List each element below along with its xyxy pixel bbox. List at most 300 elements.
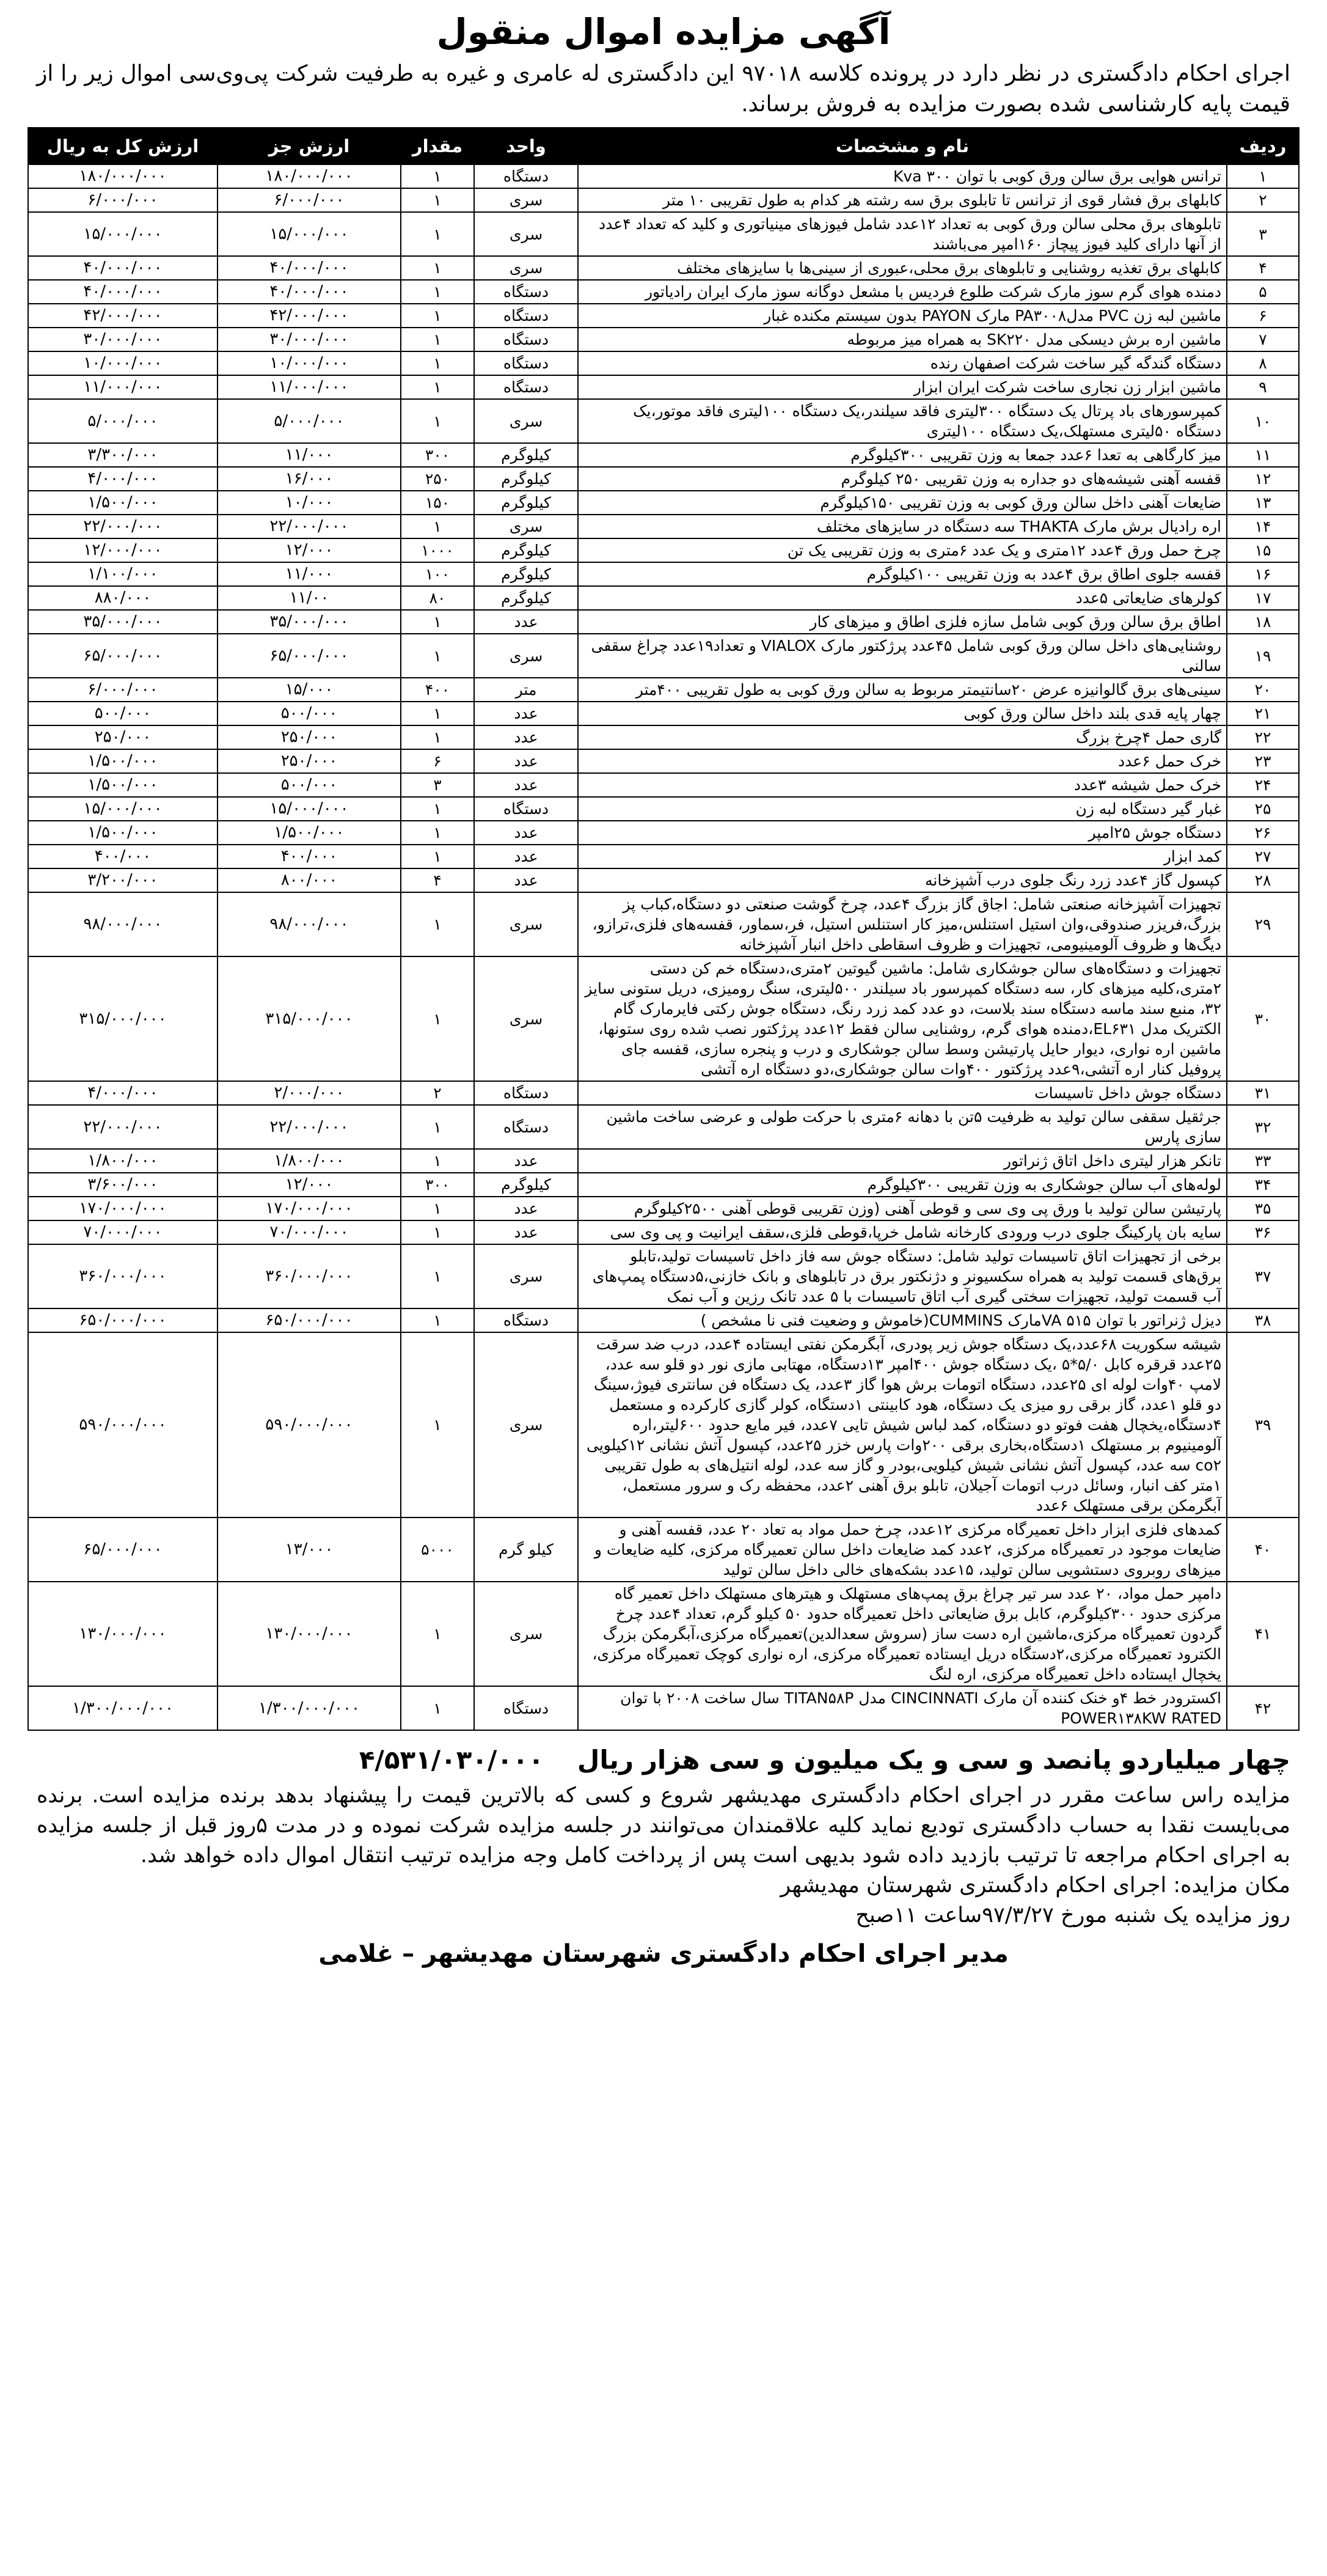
cell-price: ۱۷۰/۰۰۰/۰۰۰ <box>218 1197 401 1220</box>
cell-price: ۲۲/۰۰۰/۰۰۰ <box>218 1105 401 1149</box>
cell-unit: سری <box>474 956 578 1081</box>
header-idx: ردیف <box>1227 128 1299 164</box>
cell-price: ۵۰۰/۰۰۰ <box>218 702 401 725</box>
cell-price: ۲۲/۰۰۰/۰۰۰ <box>218 515 401 538</box>
cell-unit: دستگاه <box>474 797 578 821</box>
cell-price: ۳۶۰/۰۰۰/۰۰۰ <box>218 1244 401 1308</box>
cell-qty: ۱ <box>401 1582 474 1686</box>
cell-idx: ۱۲ <box>1227 467 1299 491</box>
auction-terms: مزایده راس ساعت مقرر در اجرای احکام دادگستری مهدیشهر شروع و کسی که بالاترین قیمت را پیشنهاد بدهد برنده مزایده است. برنده می‌بایست نقدا به حساب دادگستری تودیع نماید کلیه علاقمندان می‌توانند در جلسه مزایده شرکت نموده و در مدت ۵روز قبل از جلسه مزایده به اجرای احکام مراجعه تا ترتیب بازدید داده شود بدیهی است پس از پرداخت کامل وجه مزایده ترتیب انتقال اموال داده خواهد شد. <box>37 1783 1290 1868</box>
cell-desc: کپسول گاز ۴عدد زرد رنگ جلوی درب آشپزخانه <box>578 868 1227 892</box>
header-total: ارزش کل به ریال <box>28 128 218 164</box>
cell-desc: پارتیشن سالن تولید با ورق پی وی سی و قوطی آهنی (وزن تقریبی قوطی آهنی ۲۵۰۰کیلوگرم <box>578 1197 1227 1220</box>
table-row <box>28 749 1299 773</box>
header-qty: مقدار <box>401 128 474 164</box>
cell-idx: ۲۰ <box>1227 678 1299 702</box>
cell-idx: ۲۱ <box>1227 702 1299 725</box>
cell-desc: دستگاه جوش ۲۵امپر <box>578 821 1227 845</box>
cell-unit: کیلوگرم <box>474 443 578 467</box>
auction-location: مکان مزایده: اجرای احکام دادگستری شهرستان مهدیشهر <box>780 1873 1290 1898</box>
cell-qty: ۱ <box>401 892 474 956</box>
table-row <box>28 892 1299 956</box>
cell-idx: ۴ <box>1227 256 1299 280</box>
cell-unit: دستگاه <box>474 1308 578 1332</box>
cell-total: ۱۰/۰۰۰/۰۰۰ <box>28 351 218 375</box>
cell-total: ۲۵۰/۰۰۰ <box>28 725 218 749</box>
cell-qty: ۱ <box>401 280 474 304</box>
footer-text <box>37 1781 1290 1931</box>
cell-total: ۴۲/۰۰۰/۰۰۰ <box>28 304 218 328</box>
cell-unit: عدد <box>474 868 578 892</box>
cell-idx: ۱۵ <box>1227 538 1299 562</box>
table-row <box>28 610 1299 634</box>
cell-idx: ۲۷ <box>1227 845 1299 868</box>
cell-total: ۴۰/۰۰۰/۰۰۰ <box>28 280 218 304</box>
cell-total: ۱/۱۰۰/۰۰۰ <box>28 562 218 586</box>
cell-desc: اکسترودر خط ۴و خنک کننده آن مارک CINCINNATI مدل TITAN۵۸P سال ساخت ۲۰۰۸ با توان POWER۱۳۸KW RATED <box>578 1686 1227 1730</box>
table-row <box>28 562 1299 586</box>
cell-idx: ۳۵ <box>1227 1197 1299 1220</box>
cell-price: ۱۵/۰۰۰/۰۰۰ <box>218 212 401 256</box>
cell-qty: ۱۰۰ <box>401 562 474 586</box>
cell-desc: غبار گیر دستگاه لبه زن <box>578 797 1227 821</box>
cell-desc: کابلهای برق فشار قوی از ترانس تا تابلوی برق سه رشته هر کدام به طول تقریبی ۱۰ متر <box>578 188 1227 212</box>
table-body <box>28 164 1299 1730</box>
cell-total: ۱/۸۰۰/۰۰۰ <box>28 1149 218 1173</box>
cell-total: ۱۲/۰۰۰/۰۰۰ <box>28 538 218 562</box>
cell-total: ۳/۳۰۰/۰۰۰ <box>28 443 218 467</box>
cell-qty: ۱ <box>401 1105 474 1149</box>
cell-idx: ۱۰ <box>1227 399 1299 443</box>
cell-idx: ۲۹ <box>1227 892 1299 956</box>
table-row <box>28 845 1299 868</box>
cell-qty: ۱ <box>401 1686 474 1730</box>
cell-unit: عدد <box>474 725 578 749</box>
cell-price: ۱۱/۰۰۰/۰۰۰ <box>218 375 401 399</box>
table-row <box>28 1220 1299 1244</box>
cell-idx: ۴۲ <box>1227 1686 1299 1730</box>
cell-qty: ۱ <box>401 328 474 351</box>
intro-paragraph: اجرای احکام دادگستری در نظر دارد در پرونده کلاسه ۹۷۰۱۸ این دادگستری له عامری و غیره به طرفیت شرکت پی‌وی‌سی اموال زیر را از قیمت پایه کارشناسی شده بصورت مزایده به فروش برساند. <box>37 61 1290 117</box>
cell-price: ۶/۰۰۰/۰۰۰ <box>218 188 401 212</box>
cell-unit: عدد <box>474 773 578 797</box>
auction-date: روز مزایده یک شنبه مورخ ۹۷/۳/۲۷ساعت ۱۱صبح <box>855 1903 1290 1928</box>
cell-unit: کیلو گرم <box>474 1517 578 1582</box>
cell-idx: ۳۰ <box>1227 956 1299 1081</box>
cell-desc: کمد ابزار <box>578 845 1227 868</box>
cell-desc: کمپرسورهای باد پرتال یک دستگاه ۳۰۰لیتری فاقد سیلندر،یک دستگاه ۱۰۰لیتری فاقد موتور،یک دستگاه ۵۰لیتری مستهلک،یک دستگاه ۱۰۰لیتری <box>578 399 1227 443</box>
cell-total: ۶/۰۰۰/۰۰۰ <box>28 188 218 212</box>
cell-total: ۳۶۰/۰۰۰/۰۰۰ <box>28 1244 218 1308</box>
cell-unit: کیلوگرم <box>474 586 578 610</box>
cell-desc: خرک حمل شیشه ۳عدد <box>578 773 1227 797</box>
table-row <box>28 491 1299 515</box>
table-row <box>28 467 1299 491</box>
cell-price: ۱۵/۰۰۰ <box>218 678 401 702</box>
cell-unit: سری <box>474 892 578 956</box>
cell-qty: ۴۰۰ <box>401 678 474 702</box>
cell-qty: ۱ <box>401 188 474 212</box>
cell-unit: سری <box>474 1332 578 1517</box>
cell-desc: ماشین لبه زن PVC مدلPA۳۰۰۸ مارک PAYON بدون سیستم مکنده غبار <box>578 304 1227 328</box>
cell-total: ۷۰/۰۰۰/۰۰۰ <box>28 1220 218 1244</box>
cell-unit: کیلوگرم <box>474 491 578 515</box>
table-row <box>28 1105 1299 1149</box>
header-desc: نام و مشخصات <box>578 128 1227 164</box>
cell-desc: دستگاه گندگه گیر ساخت شرکت اصفهان رنده <box>578 351 1227 375</box>
cell-idx: ۱۳ <box>1227 491 1299 515</box>
cell-desc: تابلوهای برق محلی سالن ورق کوبی به تعداد ۱۲عدد شامل فیوزهای مینیاتوری و کلید که تعداد ۴عدد از آنها دارای کلید فیوز پیچاز ۱۶۰امپر می‌باشند <box>578 212 1227 256</box>
cell-qty: ۱ <box>401 1149 474 1173</box>
cell-total: ۵۰۰/۰۰۰ <box>28 702 218 725</box>
table-row <box>28 1332 1299 1517</box>
cell-price: ۱۰/۰۰۰ <box>218 491 401 515</box>
cell-qty: ۶ <box>401 749 474 773</box>
cell-price: ۶۵۰/۰۰۰/۰۰۰ <box>218 1308 401 1332</box>
cell-desc: کولرهای ضایعاتی ۵عدد <box>578 586 1227 610</box>
table-row <box>28 188 1299 212</box>
cell-total: ۲۲/۰۰۰/۰۰۰ <box>28 515 218 538</box>
cell-qty: ۱ <box>401 1220 474 1244</box>
cell-total: ۱/۵۰۰/۰۰۰ <box>28 821 218 845</box>
cell-unit: عدد <box>474 1149 578 1173</box>
cell-qty: ۱۰۰۰ <box>401 538 474 562</box>
cell-total: ۱/۵۰۰/۰۰۰ <box>28 749 218 773</box>
table-row <box>28 1081 1299 1105</box>
cell-unit: کیلوگرم <box>474 467 578 491</box>
cell-desc: دستگاه جوش داخل تاسیسات <box>578 1081 1227 1105</box>
cell-qty: ۱ <box>401 164 474 188</box>
cell-unit: عدد <box>474 749 578 773</box>
cell-qty: ۱ <box>401 821 474 845</box>
cell-desc: کابلهای برق تغذیه روشنایی و تابلوهای برق محلی،عبوری از سینی‌ها با سایزهای مختلف <box>578 256 1227 280</box>
cell-desc: میز کارگاهی به تعدا ۶عدد جمعا به وزن تقریبی ۳۰۰کیلوگرم <box>578 443 1227 467</box>
cell-qty: ۱ <box>401 610 474 634</box>
cell-qty: ۳۰۰ <box>401 1173 474 1197</box>
cell-unit: عدد <box>474 610 578 634</box>
cell-desc: دمنده هوای گرم سوز مارک شرکت طلوع فردیس با مشعل دوگانه سوز مارک ایران رادیاتور <box>578 280 1227 304</box>
table-row <box>28 1308 1299 1332</box>
cell-idx: ۱۹ <box>1227 634 1299 678</box>
cell-qty: ۱ <box>401 1244 474 1308</box>
table-row <box>28 375 1299 399</box>
cell-price: ۴۰/۰۰۰/۰۰۰ <box>218 280 401 304</box>
cell-price: ۵۹۰/۰۰۰/۰۰۰ <box>218 1332 401 1517</box>
cell-unit: کیلوگرم <box>474 1173 578 1197</box>
table-row <box>28 634 1299 678</box>
header-price: ارزش جز <box>218 128 401 164</box>
cell-qty: ۱ <box>401 212 474 256</box>
cell-unit: سری <box>474 256 578 280</box>
total-sum-amount: ۴/۵۳۱/۰۳۰/۰۰۰ <box>359 1745 544 1775</box>
cell-price: ۱۳/۰۰۰ <box>218 1517 401 1582</box>
cell-desc: تجهیزات آشپزخانه صنعتی شامل: اجاق گاز بزرگ ۴عدد، چرخ گوشت صنعتی دو دستگاه،کباب پز بزرگ،فریزر صندوقی،وان استیل استنلس،میز کار استنلس استیل، فر،سماور، قفسه‌های فلزی،ترازو، دیگ‌ها و ظروف آلومینیومی، تجهیزات و ظروف اسقاطی داخل انبار آشپزخانه <box>578 892 1227 956</box>
cell-desc: تجهیزات و دستگاه‌های سالن جوشکاری شامل: ماشین گیوتین ۲متری،دستگاه خم کن دستی ۲متری،کلیه میزهای کار، سه دستگاه کمپرسور باد سیلندر ۵۰۰لیتری، سنگ رومیزی، دریل ستونی سایز ۳۲، منبع سند ماسه دستگاه سند بلاست، دو عدد کمد زرد رنگ، دستگاه جوش رکتی فایرمارک گام الکتریک مدل EL۶۳۱،دمنده هوای گرم، روشنایی سالن فقط ۱۲عدد پرژکتور نصب شده روی ستونها، ماشین اره نواری، دیوار حایل پارتیشن وسط سالن جوشکاری و درب و پنجره سازی، قفسه جای پروفیل کنار اره آتشی،۹عدد پرژکتور ۴۰۰وات سالن جوشکاری،دو دستگاه اره آتشی <box>578 956 1227 1081</box>
cell-unit: دستگاه <box>474 1686 578 1730</box>
cell-desc: شیشه سکوریت ۶۸عدد،یک دستگاه جوش زیر پودری، آبگرمکن نفتی ایستاده ۴عدد، درب ضد سرقت ۲۵عدد قرقره کابل ۵/۰*۵ ،یک دستگاه جوش ۴۰۰امپر ۱۳دستگاه، مهتابی مازی نور دو قلو سه عدد، لامپ ۴۰وات لوله ای ۲۵عدد، دستگاه اتومات برش هوا گاز ۳عدد، یک دستگاه فن سانتری فیوژ،سینگ دو قلو ۱عدد، گاز برقی رو میزی یک دستگاه، هود کابینتی ۱دستگاه، کولر گازی کارکرده و مستعمل ۴دستگاه،یخچال هفت فوتو دو دستگاه، کمد لباس شیش تایی ۷عدد، فیر مایع حدود ۶۰۰لیتر،اره آلومینیوم بر مستهلک ۱دستگاه،بخاری برقی ۲۰۰وات پارس خزر ۲۵عدد، کپسول آتش نشانی ۱۲کیلویی co۲ سه عدد، کپسول آتش نشانی شیش کیلویی،بودر و گاز سه عدد، لوله انتیل‌های به طول تقریبی ۱متر کف انبار، وسائل درب اتومات آجیلان، تابلو برق آهنی ۲عدد، محفظه رک و سرور مستعمل، آبگرمکن برقی مستهلک ۶عدد <box>578 1332 1227 1517</box>
cell-desc: ماشین اره برش دیسکی مدل SK۲۲۰ به همراه میز مربوطه <box>578 328 1227 351</box>
cell-idx: ۴۰ <box>1227 1517 1299 1582</box>
cell-total: ۱/۳۰۰/۰۰۰/۰۰۰ <box>28 1686 218 1730</box>
cell-idx: ۲۴ <box>1227 773 1299 797</box>
cell-unit: عدد <box>474 702 578 725</box>
cell-qty: ۱ <box>401 634 474 678</box>
cell-price: ۸۰۰/۰۰۰ <box>218 868 401 892</box>
cell-desc: دیزل ژنراتور با توان ۵۱۵ VAمارک CUMMINS(خاموش و وضعیت فنی نا مشخص ) <box>578 1308 1227 1332</box>
cell-idx: ۷ <box>1227 328 1299 351</box>
cell-price: ۳۱۵/۰۰۰/۰۰۰ <box>218 956 401 1081</box>
cell-price: ۱۱/۰۰۰ <box>218 562 401 586</box>
cell-total: ۳/۶۰۰/۰۰۰ <box>28 1173 218 1197</box>
cell-unit: عدد <box>474 1220 578 1244</box>
table-row <box>28 678 1299 702</box>
cell-qty: ۱ <box>401 515 474 538</box>
cell-unit: سری <box>474 212 578 256</box>
table-header-row <box>28 128 1299 164</box>
cell-total: ۲۲/۰۰۰/۰۰۰ <box>28 1105 218 1149</box>
cell-idx: ۱۷ <box>1227 586 1299 610</box>
table-row <box>28 256 1299 280</box>
cell-total: ۳۵/۰۰۰/۰۰۰ <box>28 610 218 634</box>
table-row <box>28 212 1299 256</box>
cell-unit: سری <box>474 1582 578 1686</box>
cell-desc: اطاق برق سالن ورق کوبی شامل سازه فلزی اطاق و میزهای کار <box>578 610 1227 634</box>
cell-total: ۶۵۰/۰۰۰/۰۰۰ <box>28 1308 218 1332</box>
cell-qty: ۱ <box>401 956 474 1081</box>
cell-total: ۳۱۵/۰۰۰/۰۰۰ <box>28 956 218 1081</box>
cell-desc: لوله‌های آب سالن جوشکاری به وزن تقریبی ۳۰۰کیلوگرم <box>578 1173 1227 1197</box>
cell-unit: دستگاه <box>474 1081 578 1105</box>
cell-total: ۹۸/۰۰۰/۰۰۰ <box>28 892 218 956</box>
cell-total: ۱۱/۰۰۰/۰۰۰ <box>28 375 218 399</box>
page-title: آگهی مزایده اموال منقول <box>436 11 891 53</box>
table-row <box>28 1517 1299 1582</box>
cell-qty: ۴ <box>401 868 474 892</box>
cell-qty: ۸۰ <box>401 586 474 610</box>
cell-idx: ۴۱ <box>1227 1582 1299 1686</box>
cell-idx: ۲ <box>1227 188 1299 212</box>
cell-qty: ۱ <box>401 702 474 725</box>
cell-unit: دستگاه <box>474 164 578 188</box>
cell-unit: سری <box>474 634 578 678</box>
cell-total: ۶۵/۰۰۰/۰۰۰ <box>28 1517 218 1582</box>
table-row <box>28 1686 1299 1730</box>
cell-idx: ۳۶ <box>1227 1220 1299 1244</box>
cell-qty: ۲ <box>401 1081 474 1105</box>
cell-price: ۱/۸۰۰/۰۰۰ <box>218 1149 401 1173</box>
cell-unit: عدد <box>474 1197 578 1220</box>
cell-qty: ۱ <box>401 399 474 443</box>
cell-desc: سینی‌های برق گالوانیزه عرض ۲۰سانتیمتر مربوط به سالن ورق کوبی به طول تقریبی ۴۰۰متر <box>578 678 1227 702</box>
cell-price: ۹۸/۰۰۰/۰۰۰ <box>218 892 401 956</box>
table-row <box>28 773 1299 797</box>
cell-desc: خرک حمل ۶عدد <box>578 749 1227 773</box>
cell-unit: دستگاه <box>474 328 578 351</box>
cell-price: ۱۱/۰۰۰ <box>218 443 401 467</box>
cell-qty: ۱ <box>401 304 474 328</box>
table-row <box>28 1582 1299 1686</box>
table-row <box>28 797 1299 821</box>
cell-total: ۴/۰۰۰/۰۰۰ <box>28 467 218 491</box>
cell-total: ۴۰۰/۰۰۰ <box>28 845 218 868</box>
cell-idx: ۳۹ <box>1227 1332 1299 1517</box>
table-row <box>28 280 1299 304</box>
cell-unit: دستگاه <box>474 375 578 399</box>
total-sum <box>37 1742 1290 1778</box>
cell-qty: ۳۰۰ <box>401 443 474 467</box>
cell-total: ۱/۵۰۰/۰۰۰ <box>28 773 218 797</box>
cell-desc: گاری حمل ۴چرخ بزرگ <box>578 725 1227 749</box>
cell-qty: ۱ <box>401 256 474 280</box>
cell-price: ۲۵۰/۰۰۰ <box>218 749 401 773</box>
cell-qty: ۵۰۰۰ <box>401 1517 474 1582</box>
cell-desc: اره رادیال برش مارک THAKTA سه دستگاه در سایزهای مختلف <box>578 515 1227 538</box>
cell-total: ۱۸۰/۰۰۰/۰۰۰ <box>28 164 218 188</box>
cell-price: ۱۶/۰۰۰ <box>218 467 401 491</box>
cell-qty: ۱ <box>401 1332 474 1517</box>
cell-desc: قفسه جلوی اطاق برق ۴عدد به وزن تقریبی ۱۰۰کیلوگرم <box>578 562 1227 586</box>
cell-qty: ۱ <box>401 375 474 399</box>
cell-unit: دستگاه <box>474 1105 578 1149</box>
items-table <box>27 127 1300 1731</box>
cell-total: ۱/۵۰۰/۰۰۰ <box>28 491 218 515</box>
cell-desc: ماشین ابزار زن نجاری ساخت شرکت ایران ابزار <box>578 375 1227 399</box>
cell-desc: ترانس هوایی برق سالن ورق کوبی با توان ۳۰۰ Kva <box>578 164 1227 188</box>
header-unit: واحد <box>474 128 578 164</box>
cell-desc: کمدهای فلزی ابزار داخل تعمیرگاه مرکزی ۱۲عدد، چرخ حمل مواد به تعاد ۲۰ عدد، قفسه آهنی و ضایعات موجود در تعمیرگاه مرکزی، ۲عدد کمد ضایعات داخل سالن تعمیرگاه مرکزی، کلیه ضایعات و میزهای روبروی دستشویی سالن تولید، ۱۵عدد بشکه‌های خالی داخل سالن تولید <box>578 1517 1227 1582</box>
cell-unit: عدد <box>474 845 578 868</box>
cell-total: ۶/۰۰۰/۰۰۰ <box>28 678 218 702</box>
cell-total: ۶۵/۰۰۰/۰۰۰ <box>28 634 218 678</box>
signature-line: مدیر اجرای احکام دادگستری شهرستان مهدیشهر – غلامی <box>318 1940 1009 1968</box>
cell-qty: ۲۵۰ <box>401 467 474 491</box>
cell-price: ۱۲/۰۰۰ <box>218 1173 401 1197</box>
table-row <box>28 328 1299 351</box>
cell-qty: ۱ <box>401 1197 474 1220</box>
cell-price: ۱۲/۰۰۰ <box>218 538 401 562</box>
cell-unit: سری <box>474 399 578 443</box>
cell-qty: ۱ <box>401 725 474 749</box>
cell-idx: ۳۸ <box>1227 1308 1299 1332</box>
table-row <box>28 1244 1299 1308</box>
cell-desc: چرخ حمل ورق ۴عدد ۱۲متری و یک عدد ۶متری به وزن تقریبی یک تن <box>578 538 1227 562</box>
table-row <box>28 538 1299 562</box>
cell-idx: ۳۳ <box>1227 1149 1299 1173</box>
cell-idx: ۲۲ <box>1227 725 1299 749</box>
cell-idx: ۶ <box>1227 304 1299 328</box>
cell-price: ۴۰/۰۰۰/۰۰۰ <box>218 256 401 280</box>
cell-price: ۶۵/۰۰۰/۰۰۰ <box>218 634 401 678</box>
cell-idx: ۱۸ <box>1227 610 1299 634</box>
table-row <box>28 821 1299 845</box>
cell-idx: ۲۵ <box>1227 797 1299 821</box>
cell-unit: سری <box>474 515 578 538</box>
cell-desc: جرثقیل سقفی سالن تولید به ظرفیت ۵تن با دهانه ۶متری با حرکت طولی و عرضی ساخت ماشین سازی پارس <box>578 1105 1227 1149</box>
cell-idx: ۳۷ <box>1227 1244 1299 1308</box>
cell-total: ۴۰/۰۰۰/۰۰۰ <box>28 256 218 280</box>
cell-idx: ۵ <box>1227 280 1299 304</box>
cell-price: ۱۳۰/۰۰۰/۰۰۰ <box>218 1582 401 1686</box>
cell-total: ۱۵/۰۰۰/۰۰۰ <box>28 212 218 256</box>
table-row <box>28 1149 1299 1173</box>
cell-idx: ۳ <box>1227 212 1299 256</box>
table-row <box>28 586 1299 610</box>
cell-total: ۳/۲۰۰/۰۰۰ <box>28 868 218 892</box>
cell-price: ۵۰۰/۰۰۰ <box>218 773 401 797</box>
table-row <box>28 443 1299 467</box>
cell-desc: قفسه آهنی شیشه‌های دو جداره به وزن تقریبی ۲۵۰ کیلوگرم <box>578 467 1227 491</box>
table-row <box>28 1173 1299 1197</box>
cell-qty: ۱ <box>401 845 474 868</box>
cell-price: ۱/۳۰۰/۰۰۰/۰۰۰ <box>218 1686 401 1730</box>
cell-unit: دستگاه <box>474 280 578 304</box>
cell-idx: ۱۶ <box>1227 562 1299 586</box>
table-row <box>28 868 1299 892</box>
cell-desc: دامپر حمل مواد، ۲۰ عدد سر تیر چراغ برق پمپ‌های مستهلک و هیترهای مستهلک داخل تعمیر گاه مرکزی حدود ۳۰۰کیلوگرم، کابل برق ضایعاتی داخل تعمیرگاه حدود ۵۰ کیلو گرم، تعداد ۴عدد چرخ گردون تعمیرگاه مرکزی،ماشین اره دست ساز (سروش سعدالدین)تعمیرگاه مرکزی،آبگرمکن بزرگ الکترود تعمیرگاه مرکزی،۲دستگاه دریل ایستاده تعمیرگاه مرکزی، اره نواری کوچک تعمیرگاه مرکزی، یخچال ایستاده داخل تعمیرگاه مرکزی، اره لنگ <box>578 1582 1227 1686</box>
table-row <box>28 1197 1299 1220</box>
cell-desc: تانکر هزار لیتری داخل اتاق ژنراتور <box>578 1149 1227 1173</box>
cell-qty: ۱۵۰ <box>401 491 474 515</box>
cell-qty: ۱ <box>401 1308 474 1332</box>
cell-qty: ۱ <box>401 351 474 375</box>
cell-unit: سری <box>474 1244 578 1308</box>
cell-desc: برخی از تجهیزات اتاق تاسیسات تولید شامل: دستگاه جوش سه فاز داخل تاسیسات تولید،تابلو برق‌های قسمت تولید به همراه سکسیونر و دژنکتور برق در تابلوهای و بانک خازنی،۵دستگاه پمپ‌های آب قسمت تولید، تجهیزات سختی گیری آب اتاق تاسیسات با ۵ عدد تانک رزین و آب نمک <box>578 1244 1227 1308</box>
cell-idx: ۱ <box>1227 164 1299 188</box>
table-row <box>28 702 1299 725</box>
cell-desc: چهار پایه قدی بلند داخل سالن ورق کوبی <box>578 702 1227 725</box>
cell-qty: ۳ <box>401 773 474 797</box>
table-row <box>28 399 1299 443</box>
table-row <box>28 956 1299 1081</box>
cell-price: ۱۸۰/۰۰۰/۰۰۰ <box>218 164 401 188</box>
cell-total: ۱۵/۰۰۰/۰۰۰ <box>28 797 218 821</box>
cell-total: ۱۷۰/۰۰۰/۰۰۰ <box>28 1197 218 1220</box>
cell-unit: کیلوگرم <box>474 562 578 586</box>
cell-price: ۱/۵۰۰/۰۰۰ <box>218 821 401 845</box>
cell-price: ۴۲/۰۰۰/۰۰۰ <box>218 304 401 328</box>
cell-unit: دستگاه <box>474 351 578 375</box>
cell-total: ۴/۰۰۰/۰۰۰ <box>28 1081 218 1105</box>
cell-idx: ۲۶ <box>1227 821 1299 845</box>
cell-total: ۳۰/۰۰۰/۰۰۰ <box>28 328 218 351</box>
cell-price: ۱۱/۰۰ <box>218 586 401 610</box>
cell-total: ۱۳۰/۰۰۰/۰۰۰ <box>28 1582 218 1686</box>
cell-price: ۱۵/۰۰۰/۰۰۰ <box>218 797 401 821</box>
cell-idx: ۳۲ <box>1227 1105 1299 1149</box>
cell-price: ۱۰/۰۰۰/۰۰۰ <box>218 351 401 375</box>
total-sum-text: چهار میلیاردو پانصد و سی و یک میلیون و سی هزار ریال <box>577 1745 1290 1775</box>
table-row <box>28 725 1299 749</box>
cell-price: ۲/۰۰۰/۰۰۰ <box>218 1081 401 1105</box>
cell-unit: متر <box>474 678 578 702</box>
cell-unit: عدد <box>474 821 578 845</box>
table-row <box>28 304 1299 328</box>
cell-price: ۲۵۰/۰۰۰ <box>218 725 401 749</box>
cell-total: ۵/۰۰۰/۰۰۰ <box>28 399 218 443</box>
cell-total: ۸۸۰/۰۰۰ <box>28 586 218 610</box>
cell-price: ۷۰/۰۰۰/۰۰۰ <box>218 1220 401 1244</box>
cell-idx: ۱۱ <box>1227 443 1299 467</box>
cell-idx: ۹ <box>1227 375 1299 399</box>
table-row <box>28 164 1299 188</box>
cell-price: ۳۵/۰۰۰/۰۰۰ <box>218 610 401 634</box>
cell-idx: ۱۴ <box>1227 515 1299 538</box>
cell-unit: دستگاه <box>474 304 578 328</box>
cell-idx: ۲۳ <box>1227 749 1299 773</box>
cell-price: ۳۰/۰۰۰/۰۰۰ <box>218 328 401 351</box>
cell-unit: سری <box>474 188 578 212</box>
cell-price: ۴۰۰/۰۰۰ <box>218 845 401 868</box>
